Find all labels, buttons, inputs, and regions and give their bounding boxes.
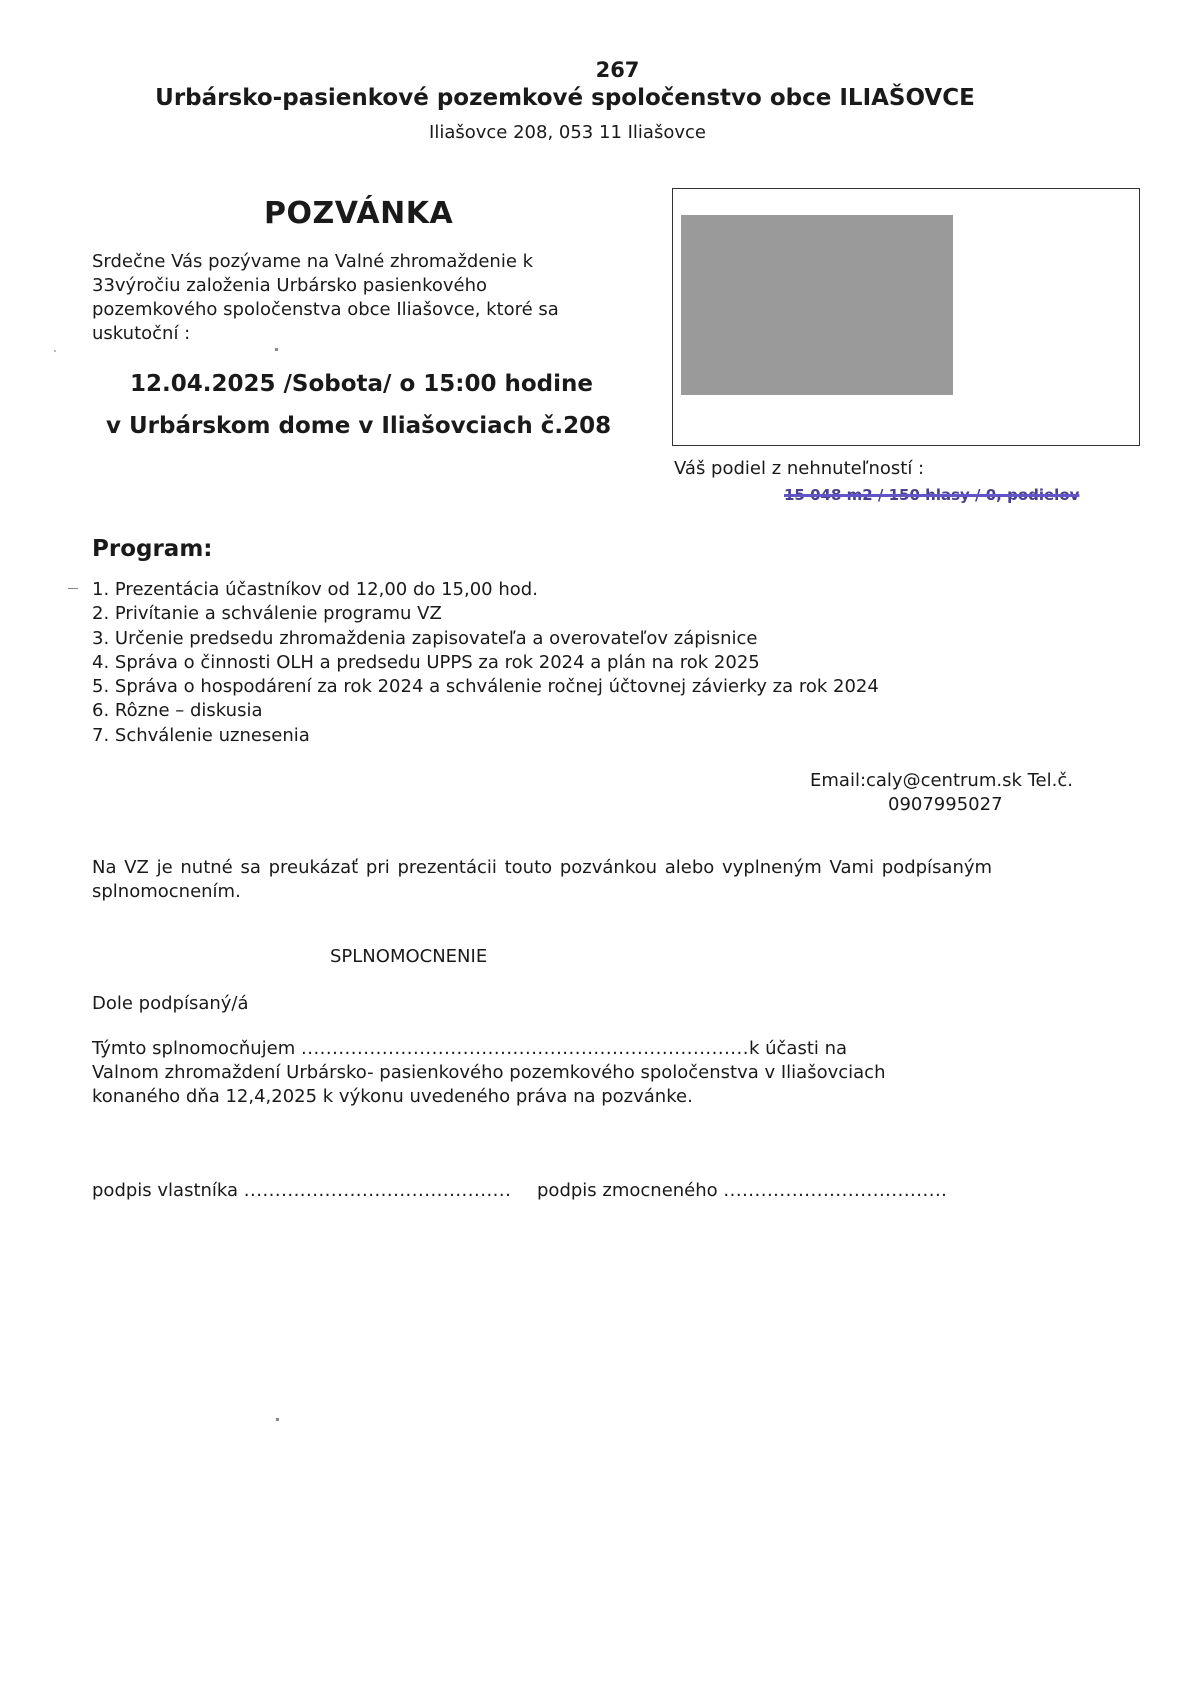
share-value-redacted: 15 048 m2 / 150 hlasy / 0, podielov xyxy=(784,486,1080,504)
program-item: 2. Privítanie a schválenie programu VZ xyxy=(92,603,442,625)
program-item: 5. Správa o hospodárení za rok 2024 a schválenie ročnej účtovnej závierky za rok 2024 xyxy=(92,676,879,698)
owner-signature-label: podpis vlastníka xyxy=(92,1180,239,1201)
scan-speck xyxy=(54,350,56,352)
program-item: 6. Rôzne – diskusia xyxy=(92,700,263,722)
invitation-title: POZVÁNKA xyxy=(264,196,454,231)
invitation-intro: Srdečne Vás pozývame na Valné zhromaždenie k 33výročiu založenia Urbársko pasienkového pozemkového spoločenstva obce Iliašovce, ktoré sa uskutoční : xyxy=(92,251,559,344)
program-item: 1. Prezentácia účastníkov od 12,00 do 15,00 hod. xyxy=(92,579,538,600)
poa-body-line: konaného dňa 12,4,2025 k výkonu uvedeného práva na pozvánke. xyxy=(92,1086,693,1107)
proxy-name-field[interactable]: ........................................................................ xyxy=(301,1038,749,1059)
program-item: 3. Určenie predsedu zhromaždenia zapisovateľa a overovateľov zápisnice xyxy=(92,627,758,649)
poa-authorize-label: Týmto splnomocňujem xyxy=(92,1038,296,1059)
program-item: 4. Správa o činnosti OLH a predsedu UPPS za rok 2024 a plán na rok 2025 xyxy=(92,651,760,673)
proxy-signature-field[interactable]: .................................... xyxy=(723,1180,948,1201)
scan-speck xyxy=(68,588,78,589)
program-list xyxy=(92,578,992,748)
document-number: 267 xyxy=(595,58,640,82)
poa-participation-label: k účasti na xyxy=(748,1038,848,1059)
meeting-place: v Urbárskom dome v Iliašovciach č.208 xyxy=(106,413,612,439)
poa-body-line: Valnom zhromaždení Urbársko- pasienkového pozemkového spoločenstva v Iliašovciach xyxy=(92,1062,886,1083)
attendance-notice: Na VZ je nutné sa preukázať pri prezentácii touto pozvánkou alebo vyplneným Vami podpísaným splnomocnením. xyxy=(92,857,993,902)
poa-heading: SPLNOMOCNENIE xyxy=(330,946,488,967)
contact-phone: 0907995027 xyxy=(888,794,1003,815)
owner-signature-field[interactable]: ........................................... xyxy=(243,1180,512,1201)
proxy-signature-label: podpis zmocneného xyxy=(537,1180,718,1201)
contact-email: Email:caly@centrum.sk Tel.č. xyxy=(810,770,1073,791)
program-heading: Program: xyxy=(92,536,213,562)
address-box xyxy=(672,188,1140,446)
share-label: Váš podiel z nehnuteľností : xyxy=(674,458,925,479)
redacted-address xyxy=(681,215,953,395)
proxy-signature xyxy=(537,1180,947,1201)
owner-signature xyxy=(92,1180,511,1201)
meeting-date: 12.04.2025 /Sobota/ o 15:00 hodine xyxy=(130,371,593,397)
poa-undersigned: Dole podpísaný/á xyxy=(92,993,249,1014)
organization-name: Urbársko-pasienkové pozemkové spoločenstvo obce ILIAŠOVCE xyxy=(155,85,975,111)
organization-address: Iliašovce 208, 053 11 Iliašovce xyxy=(429,122,706,143)
scan-speck xyxy=(275,348,278,351)
scan-speck xyxy=(276,1418,279,1421)
program-item: 7. Schválenie uznesenia xyxy=(92,724,310,746)
poa-authorize-line xyxy=(92,1038,847,1059)
